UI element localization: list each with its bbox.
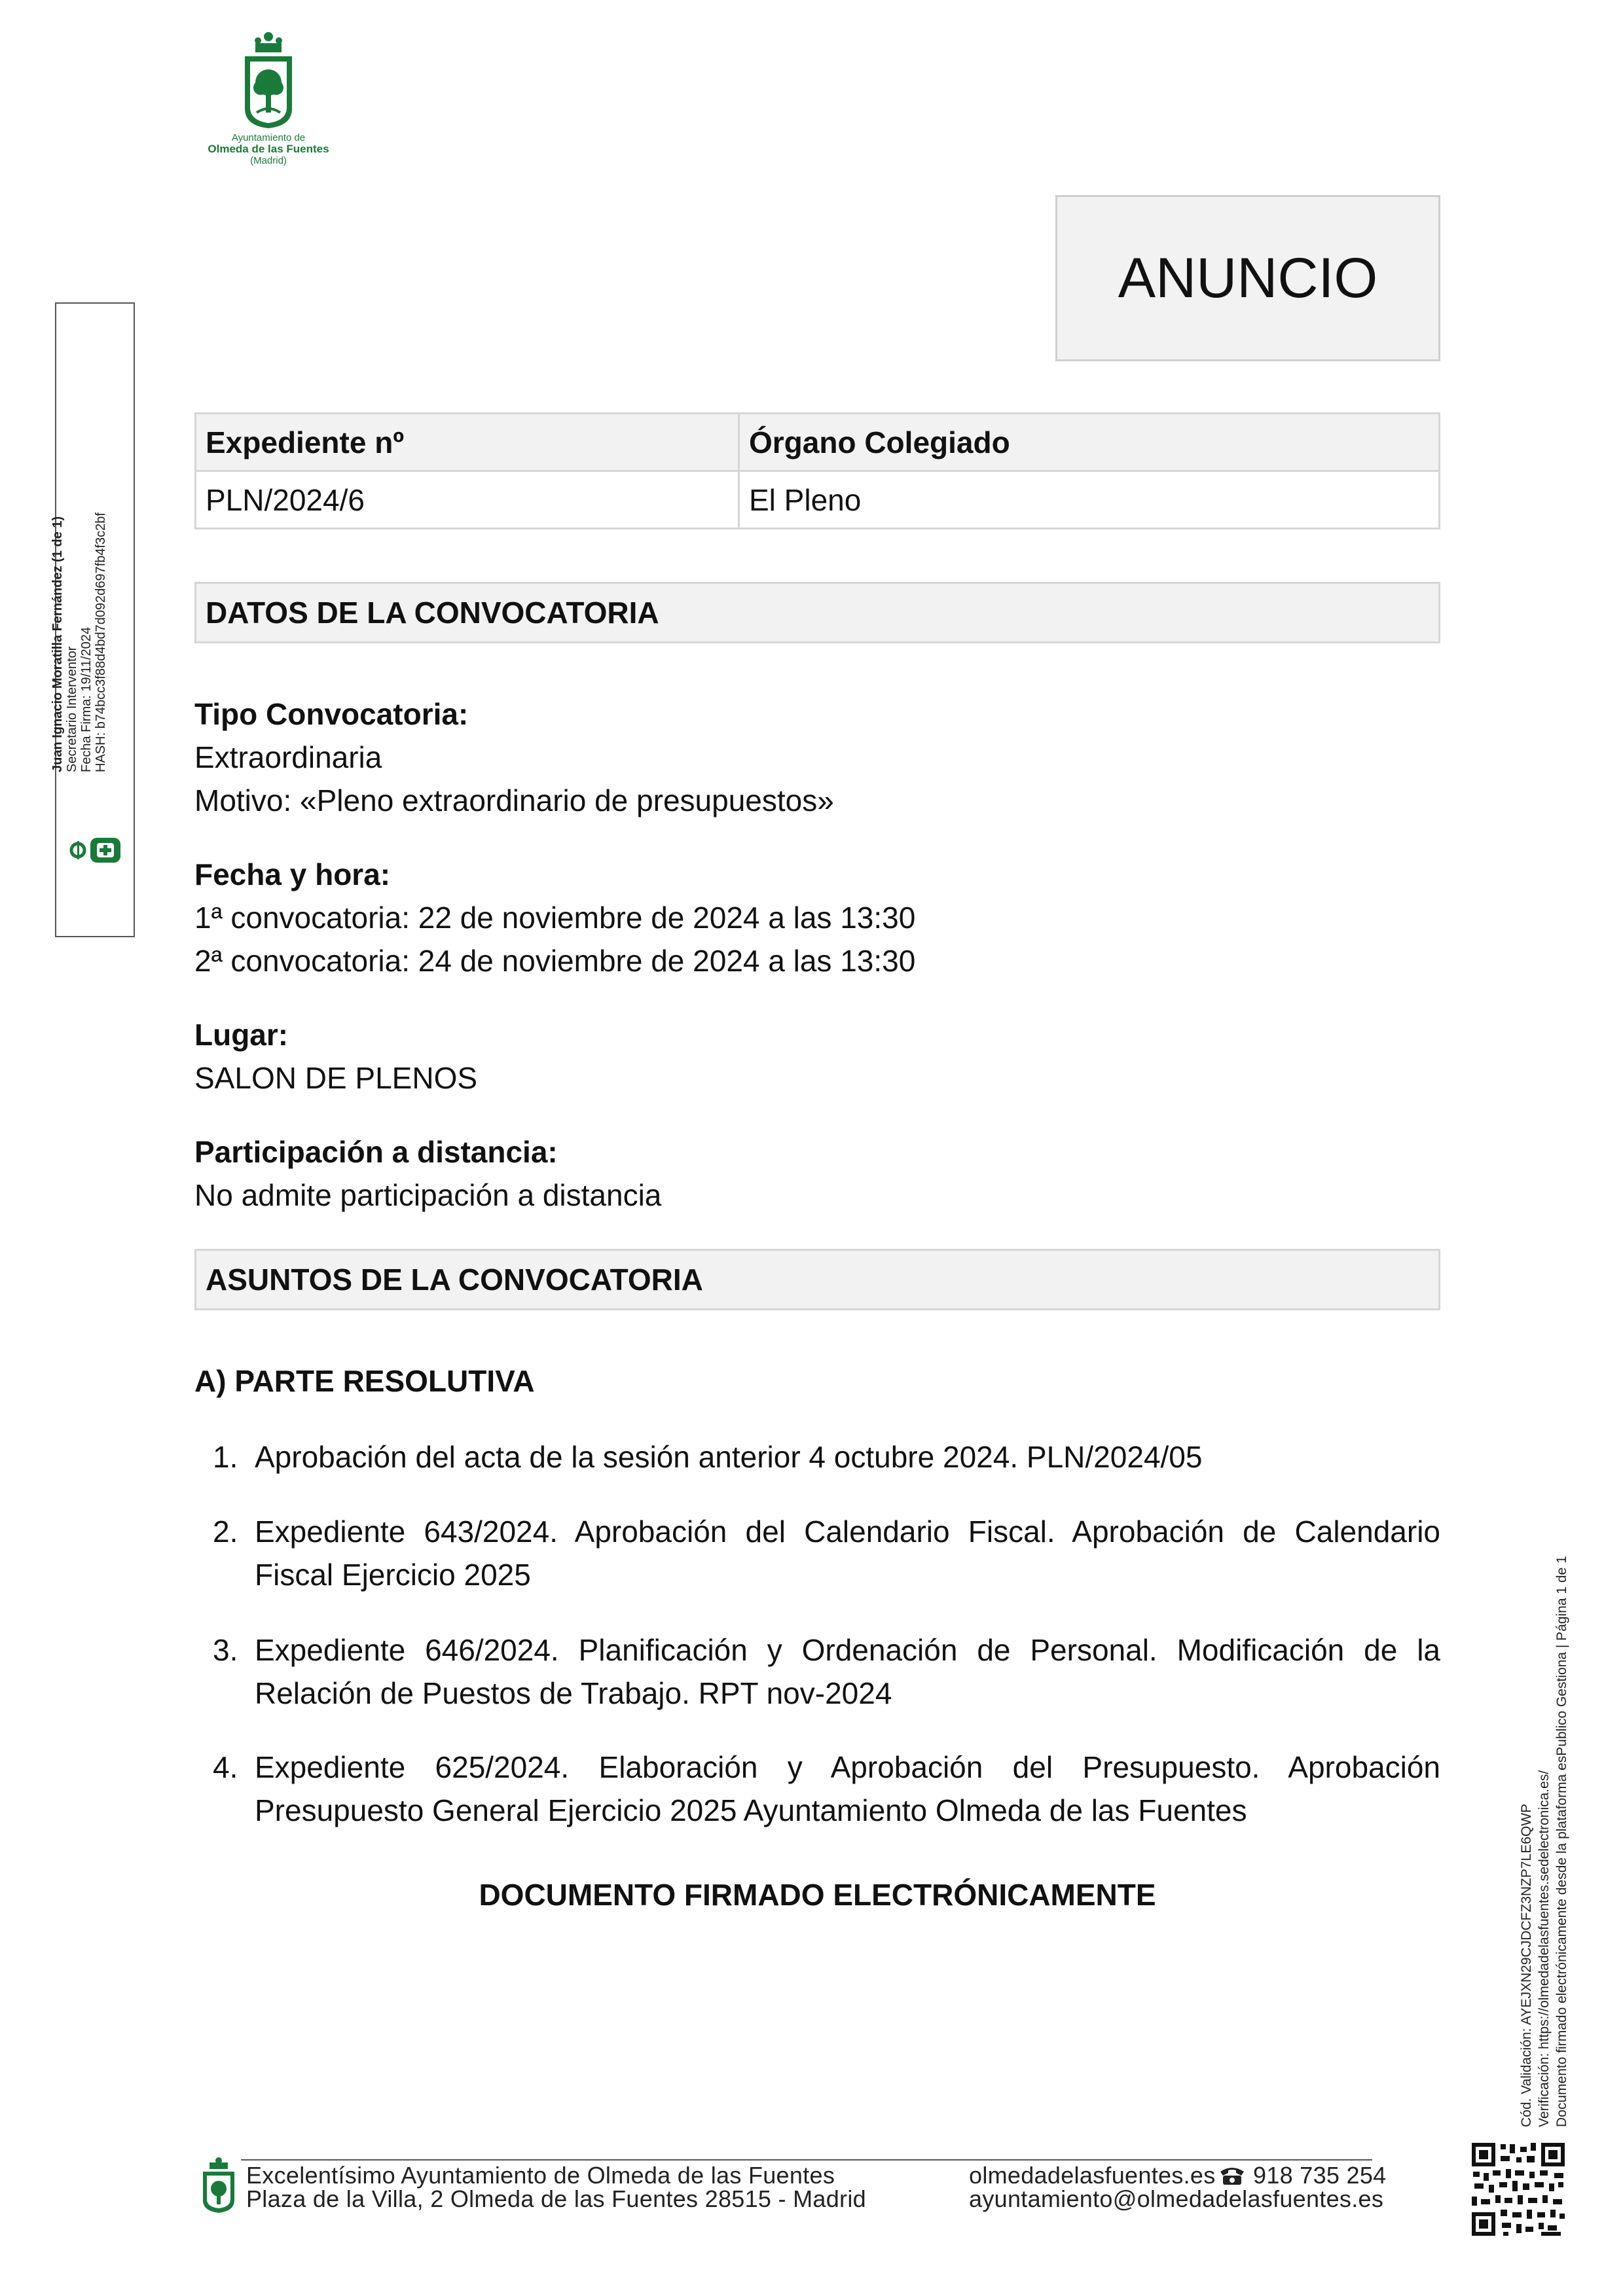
footer-org-line1: Excelentísimo Ayuntamiento de Olmeda de las Fuentes — [246, 2162, 835, 2189]
qr-code-icon — [1469, 2140, 1567, 2238]
phone-icon — [1218, 2165, 1247, 2186]
verification-url: Verificación: https://olmedadelasfuentes.sedelectronica.es/ — [1537, 1770, 1552, 2127]
item-number: 4. — [213, 1750, 238, 1784]
expediente-table — [194, 412, 1440, 529]
signature-seal-icon — [68, 835, 124, 865]
item-text-line1: Expediente 625/2024. Elaboración y Aprobación del Presupuesto. Aprobación — [255, 1750, 1440, 1784]
tipo-label: Tipo Convocatoria: — [194, 697, 469, 731]
convocatoria-1: 1ª convocatoria: 22 de noviembre de 2024 a las 13:30 — [194, 901, 916, 935]
validation-info — [1518, 1407, 1571, 2127]
item-number: 3. — [213, 1633, 238, 1667]
item-number: 2. — [213, 1515, 238, 1549]
platform-note: Documento firmado electrónicamente desde la plataforma esPublico Gestiona | Página 1 de 1 — [1554, 1556, 1569, 2127]
organo-header: Órgano Colegiado — [739, 414, 1440, 471]
footer-divider — [241, 2159, 1372, 2161]
expediente-value: PLN/2024/6 — [196, 471, 739, 529]
lugar-label: Lugar: — [194, 1018, 289, 1052]
motivo-text: Motivo: «Pleno extraordinario de presupuestos» — [194, 783, 834, 817]
footer-phone: 918 735 254 — [1253, 2162, 1387, 2189]
tipo-value: Extraordinaria — [194, 740, 382, 774]
list-item — [194, 1510, 1440, 1596]
convocatoria-2: 2ª convocatoria: 24 de noviembre de 2024 a las 13:30 — [194, 944, 916, 978]
document-title: ANUNCIO — [1118, 246, 1378, 310]
signature-details — [50, 491, 108, 772]
signature-date: Fecha Firma: 19/11/2024 — [79, 627, 94, 772]
asuntos-section-title: ASUNTOS DE LA CONVOCATORIA — [206, 1263, 703, 1297]
signer-name: Juan Ignacio Moratilla Fernández (1 de 1) — [50, 516, 65, 772]
item-number: 1. — [213, 1440, 238, 1474]
item-text-line1: Expediente 646/2024. Planificación y Ordenación de Personal. Modificación de la — [255, 1633, 1440, 1667]
organo-value: El Pleno — [739, 471, 1440, 529]
parte-resolutiva-title: A) PARTE RESOLUTIVA — [194, 1364, 535, 1398]
participacion-label: Participación a distancia: — [194, 1135, 558, 1169]
validation-code: Cód. Validación: AYEJXN29CJDCFZ3NZP7LE6QWP — [1519, 1803, 1534, 2127]
table-row — [196, 471, 1440, 529]
lugar-value: SALON DE PLENOS — [194, 1061, 478, 1095]
document-title-box — [1055, 195, 1440, 361]
datos-section-title: DATOS DE LA CONVOCATORIA — [206, 596, 659, 630]
footer-org-line2: Plaza de la Villa, 2 Olmeda de las Fuentes 28515 - Madrid — [246, 2185, 866, 2212]
item-text-line2: Presupuesto General Ejercicio 2025 Ayuntamiento Olmeda de las Fuentes — [255, 1793, 1247, 1827]
item-text-line2: Fiscal Ejercicio 2025 — [255, 1558, 531, 1592]
footer-website[interactable]: olmedadelasfuentes.es — [969, 2162, 1216, 2189]
coat-of-arms-icon — [200, 2157, 237, 2214]
logo-text-line2: Olmeda de las Fuentes — [208, 143, 329, 155]
item-text-line2: Relación de Puestos de Trabajo. RPT nov-2024 — [255, 1676, 892, 1710]
item-text: Aprobación del acta de la sesión anterior 4 octubre 2024. PLN/2024/05 — [255, 1440, 1203, 1474]
municipality-logo — [190, 31, 347, 172]
signature-hash: HASH: b74bcc3f88d4bd7d092d697fb4f3c2bf — [94, 512, 108, 772]
fecha-label: Fecha y hora: — [194, 857, 391, 891]
asuntos-section-header — [194, 1249, 1440, 1310]
list-item — [194, 1628, 1440, 1715]
participacion-value: No admite participación a distancia — [194, 1178, 662, 1212]
coat-of-arms-icon — [240, 31, 297, 130]
signer-role: Secretario Interventor — [65, 646, 79, 772]
datos-section-header — [194, 582, 1440, 643]
footer-email[interactable]: ayuntamiento@olmedadelasfuentes.es — [969, 2185, 1384, 2212]
list-item — [194, 1746, 1440, 1832]
list-item — [194, 1435, 1440, 1479]
expediente-header: Expediente nº — [196, 414, 739, 471]
signed-note: DOCUMENTO FIRMADO ELECTRÓNICAMENTE — [479, 1878, 1156, 1912]
logo-text-line3: (Madrid) — [250, 155, 287, 166]
item-text-line1: Expediente 643/2024. Aprobación del Calendario Fiscal. Aprobación de Calendario — [255, 1515, 1440, 1549]
table-header-row — [196, 414, 1440, 471]
logo-text-line1: Ayuntamiento de — [231, 132, 306, 143]
